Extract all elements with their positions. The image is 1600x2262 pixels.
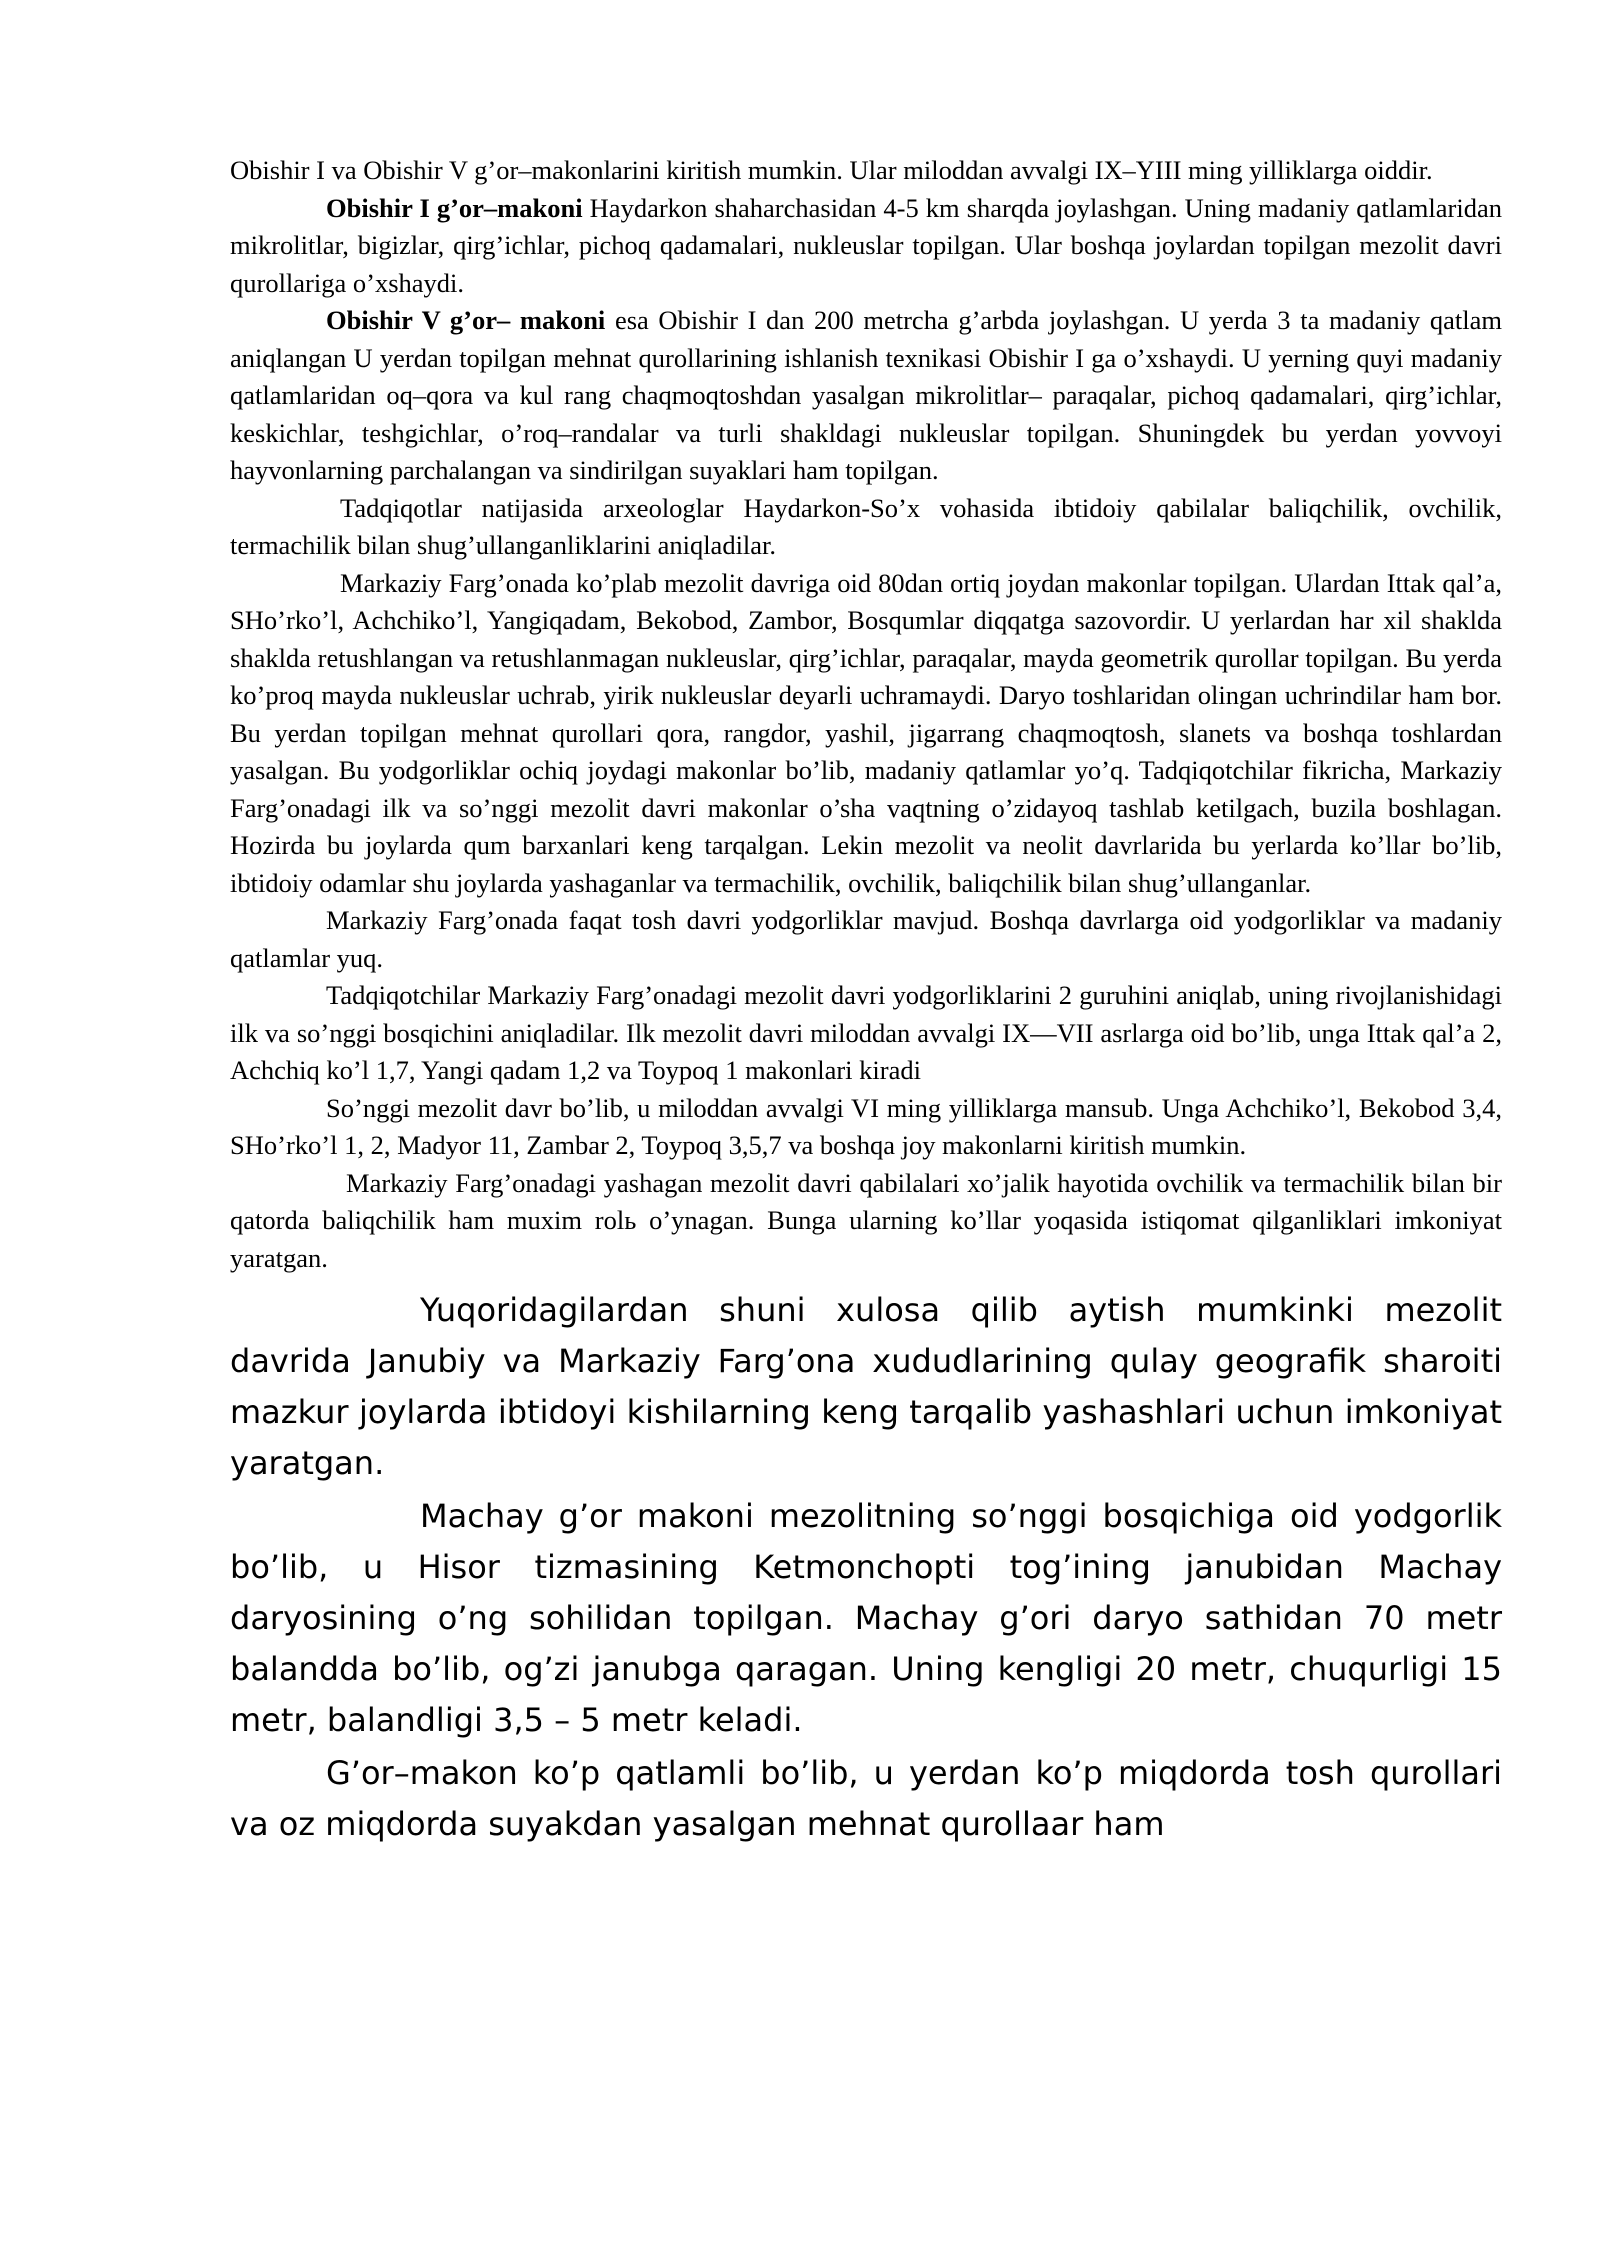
paragraph-2-heading: Obishir I g’or–makoni bbox=[326, 192, 583, 223]
document-page bbox=[230, 152, 1502, 1852]
paragraph-6: Markaziy Farg’onada faqat tosh davri yodgorliklar mavjud. Boshqa davrlarga oid yodgorliklar va madaniy qatlamlar yuq. bbox=[230, 905, 1502, 973]
large-paragraph-3: G’or–makon ko’p qatlamli bo’lib, u yerdan ko’p miqdorda tosh qurollari va oz miqdorda suyakdan yasalgan mehnat qurollaar ham bbox=[230, 1754, 1502, 1843]
paragraph-3: Obishir V g’or– makoni esa Obishir I dan 200 metrcha g’arbda joylashgan. U yerda 3 ta madaniy qatlam aniqlangan U yerdan topilgan mehnat qurollarining ishlanish texnikasi Obishir I ga o’xshaydi. U yerning quyi madaniy qatlamlaridan oq–qora va kul rang chaqmoqtoshdan yasalgan mikrolitlar– paraqalar, pichoq qadamalari, qirg’ichlar, keskichlar, teshgichlar, o’roq–randalar va turli shakldagi nukleuslar topilgan. Shuningdek bu yerdan yovvoyi hayvonlarning parchalangan va sindirilgan suyaklari ham topilgan. bbox=[230, 305, 1502, 485]
sans-text-block bbox=[230, 1285, 1502, 1850]
serif-text-block bbox=[230, 152, 1502, 1277]
large-paragraph-1: Yuqoridagilardan shuni xulosa qilib aytish mumkinki mezolit davrida Janubiy va Markaziy Farg’ona xududlarining qulay geografik sharoiti mazkur joylarda ibtidoyi kishilarning keng tarqalib yashashlari uchun imkoniyat yaratgan. bbox=[230, 1291, 1502, 1482]
paragraph-2: Obishir I g’or–makoni Haydarkon shaharchasidan 4-5 km sharqda joylashgan. Uning madaniy qatlamlaridan mikrolitlar, bigizlar, qirg’ichlar, pichoq qadamalari, nukleuslar topilgan. Ular boshqa joylardan topilgan mezolit davri qurollariga o’xshaydi. bbox=[230, 192, 1502, 298]
paragraph-9: Markaziy Farg’onadagi yashagan mezolit davri qabilalari xo’jalik hayotida ovchilik va termachilik bilan bir qatorda baliqchilik ham muxim rolь o’ynagan. Bunga ularning ko’llar yoqasida istiqomat qilganliklari imkoniyat yaratgan. bbox=[230, 1167, 1502, 1273]
paragraph-4: Tadqiqotlar natijasida arxeologlar Haydarkon-So’x vohasida ibtidoiy qabilalar baliqchilik, ovchilik, termachilik bilan shug’ullanganliklarini aniqladilar. bbox=[230, 492, 1502, 560]
paragraph-1: Obishir I va Obishir V g’or–makonlarini kiritish mumkin. Ular miloddan avvalgi IX–YIII ming yilliklarga oiddir. bbox=[230, 155, 1433, 185]
paragraph-7: Tadqiqotchilar Markaziy Farg’onadagi mezolit davri yodgorliklarini 2 guruhini aniqlab, uning rivojlanishidagi ilk va so’nggi bosqichini aniqladilar. Ilk mezolit davri miloddan avvalgi IX—VII asrlarga oid bo’lib, unga Ittak qal’a 2, Achchiq ko’l 1,7, Yangi qadam 1,2 va Toypoq 1 makonlari kiradi bbox=[230, 980, 1502, 1085]
paragraph-5: Markaziy Farg’onada ko’plab mezolit davriga oid 80dan ortiq joydan makonlar topilgan. Ulardan Ittak qal’a, SHo’rko’l, Achchiko’l, Yangiqadam, Bekobod, Zambor, Bosqumlar diqqatga sazovordir. U yerlardan har xil shaklda shaklda retushlangan va retushlanmagan nukleuslar, qirg’ichlar, paraqalar, mayda geometrik qurollar topilgan. Bu yerda ko’proq mayda nukleuslar uchrab, yirik nukleuslar deyarli uchramaydi. Daryo toshlaridan olingan uchrindilar ham bor. Bu yerdan topilgan mehnat qurollari qora, rangdor, yashil, jigarrang chaqmoqtosh, slanets va boshqa toshlardan yasalgan. Bu yodgorliklar ochiq joydagi makonlar bo’lib, madaniy qatlamlar yo’q. Tadqiqotchilar fikricha, Markaziy Farg’onadagi ilk va so’nggi mezolit davri makonlar o’sha vaqtning o’zidayoq tashlab ketilgach, buzila boshlagan. Hozirda bu joylarda qum barxanlari keng tarqalgan. Lekin mezolit va neolit davrlarida bu yerlarda ko’llar bo’lib, ibtidoiy odamlar shu joylarda yashaganlar va termachilik, ovchilik, baliqchilik bilan shug’ullanganlar. bbox=[230, 567, 1502, 898]
paragraph-8: So’nggi mezolit davr bo’lib, u miloddan avvalgi VI ming yilliklarga mansub. Unga Achchiko’l, Bekobod 3,4, SHo’rko’l 1, 2, Madyor 11, Zambar 2, Toypoq 3,5,7 va boshqa joy makonlarni kiritish mumkin. bbox=[230, 1092, 1502, 1160]
large-paragraph-2: Machay g’or makoni mezolitning so’nggi bosqichiga oid yodgorlik bo’lib, u Hisor tizmasining Ketmonchopti tog’ining janubidan Machay daryosining o’ng sohilidan topilgan. Machay g’ori daryo sathidan 70 metr balandda bo’lib, og’zi janubga qaragan. Uning kengligi 20 metr, chuqurligi 15 metr, balandligi 3,5 – 5 metr keladi. bbox=[230, 1497, 1502, 1739]
paragraph-3-heading: Obishir V g’or– makoni bbox=[326, 305, 606, 335]
